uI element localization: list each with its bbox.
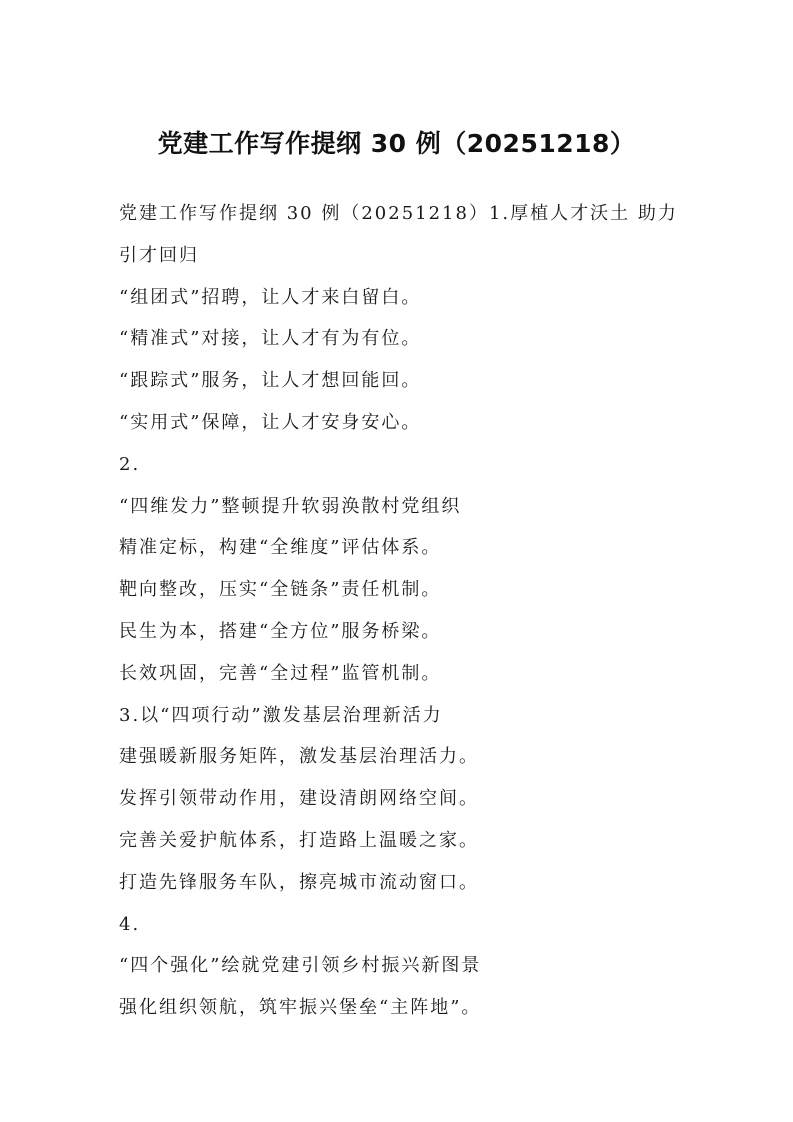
text-line: 引才回归 — [119, 244, 199, 266]
section-heading: 3.以“四项行动”激发基层治理新活力 — [119, 704, 443, 726]
text-line: “组团式”招聘，让人才来白留白。 — [119, 286, 422, 308]
text-line: 靶向整改，压实“全链条”责任机制。 — [119, 579, 442, 601]
text-line: 精准定标，构建“全维度”评估体系。 — [119, 537, 442, 559]
text-line: 完善关爱护航体系，打造路上温暖之家。 — [119, 829, 479, 851]
text-line: 建强暖新服务矩阵，激发基层治理活力。 — [119, 746, 479, 768]
section-number: 2. — [119, 453, 141, 475]
section-heading: “四个强化”绘就党建引领乡村振兴新图景 — [119, 955, 482, 977]
text-line: “跟踪式”服务，让人才想回能回。 — [119, 370, 422, 392]
document-body — [119, 193, 689, 1029]
text-line: 强化组织领航，筑牢振兴堡垒“主阵地”。 — [119, 997, 482, 1019]
text-line: 长效巩固，完善“全过程”监管机制。 — [119, 662, 442, 684]
text-line: “精准式”对接，让人才有为有位。 — [119, 328, 422, 350]
text-line: 发挥引领带动作用，建设清朗网络空间。 — [119, 788, 479, 810]
text-line: 打造先锋服务车队，擦亮城市流动窗口。 — [119, 871, 479, 893]
section-number: 4. — [119, 913, 141, 935]
section-heading: “四维发力”整顿提升软弱涣散村党组织 — [119, 495, 462, 517]
text-line: 党建工作写作提纲 30 例（20251218）1.厚植人才沃土 助力 — [119, 203, 678, 224]
text-line: 民生为本，搭建“全方位”服务桥梁。 — [119, 620, 442, 642]
document-title: 党建工作写作提纲 30 例（20251218） — [157, 129, 636, 158]
text-line: “实用式”保障，让人才安身安心。 — [119, 411, 422, 433]
